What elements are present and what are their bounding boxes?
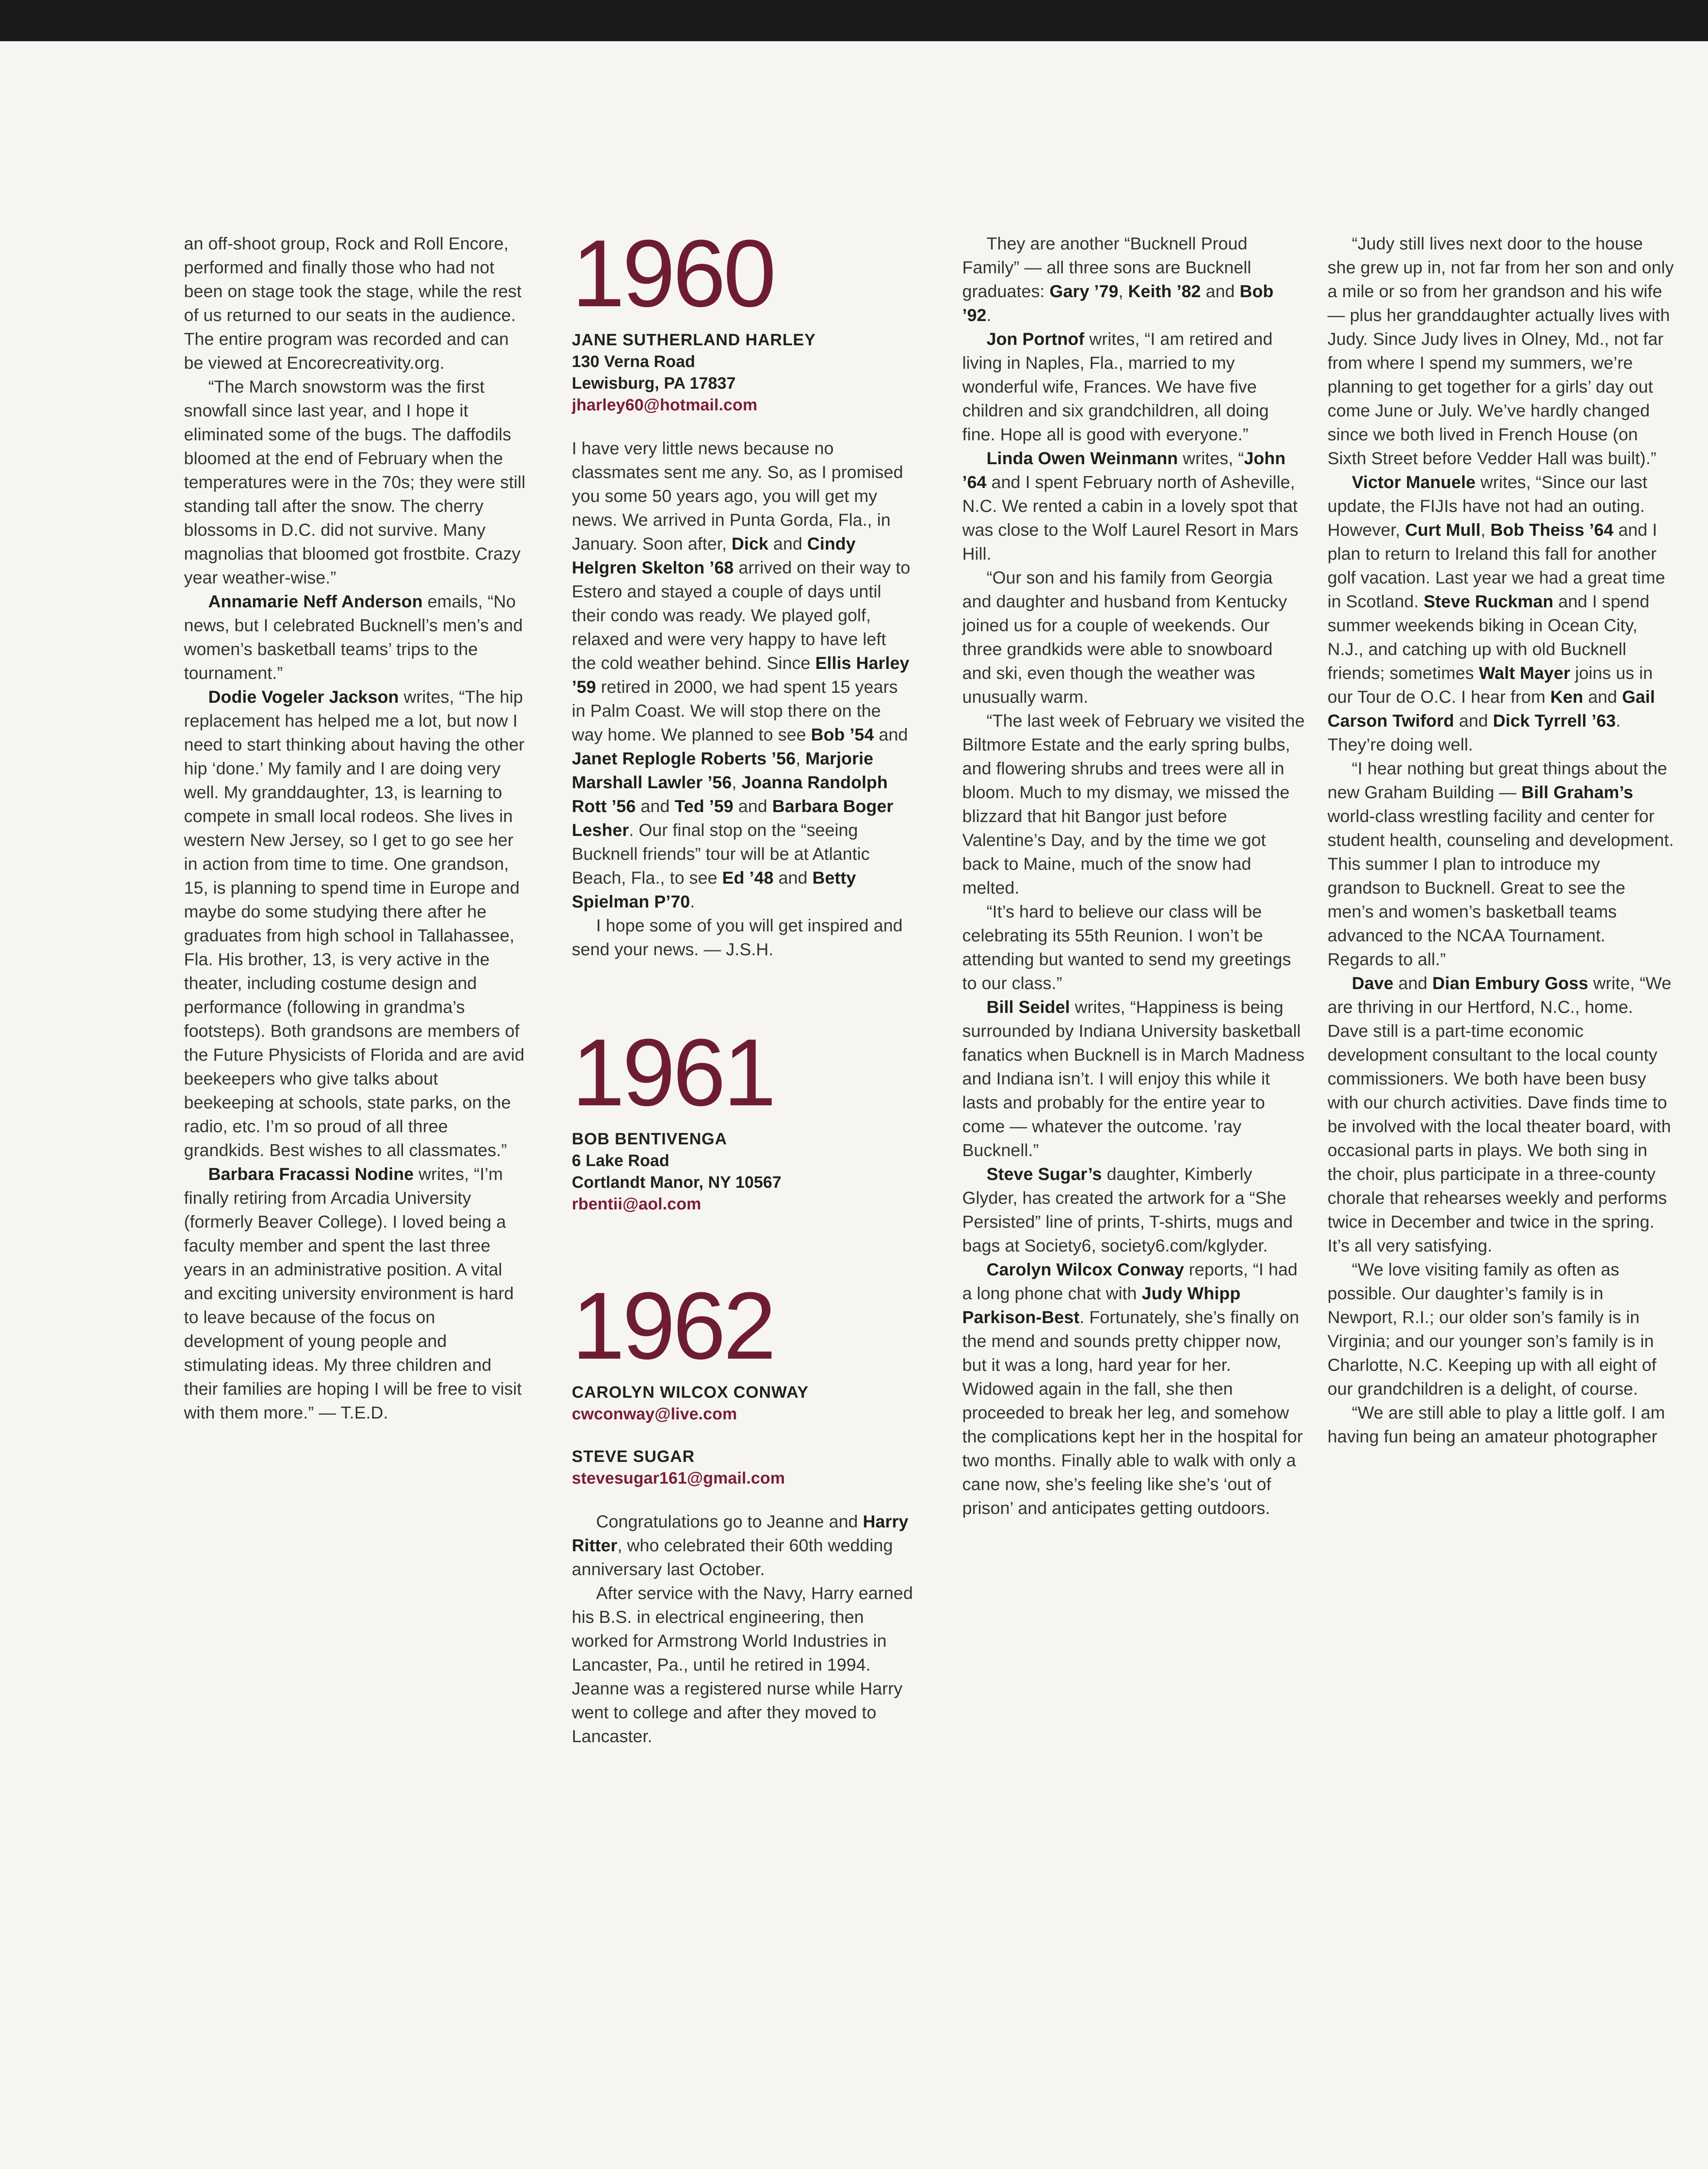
paragraph: “It’s hard to believe our class will be celebrating its 55th Reunion. I won’t be attending but wanted to send my greetings to our class.” [962,902,1291,993]
classmate-name: Dave [1352,974,1394,993]
column-1 [184,232,527,1425]
paragraph-text: . Our final stop on the “seeing Bucknell friends” tour will be at Atlantic Beach, Fla., to see [572,821,870,888]
classmate-name: Judy Whipp Parkison-Best [962,1284,1241,1327]
classmate-name: Dodie Vogeler Jackson [208,688,399,707]
paragraph-text: and [1393,974,1433,993]
classmate-name: Joanna Randolph Rott ’56 [572,773,888,816]
paragraph [962,232,1305,328]
paragraph [184,590,527,685]
correspondent-address: 6 Lake Road [572,1152,669,1170]
paragraph-text: and [874,725,908,744]
classmate-name: Betty Spielman P’70 [572,868,856,911]
classmate-name: Barbara Fracassi Nodine [208,1165,414,1184]
paragraph-text: and [636,797,675,816]
paragraph-text: reports, “I had a long phone chat with [962,1260,1298,1303]
classmate-name: Ed ’48 [722,868,774,888]
classmate-name: Janet Replogle Roberts ’56 [572,749,796,768]
classmate-name: Bill Seidel [987,998,1070,1017]
paragraph-text: and I plan to return to Ireland this fall for another golf vacation. Last year we had a great time in Scotland. [1328,521,1665,611]
classmate-name: John ’64 [962,449,1286,492]
correspondent-address: Lewisburg, PA 17837 [572,374,736,393]
paragraph-text: and I spent February north of Asheville, N.C. We rented a cabin in a lovely spot that was close to the Wolf Laurel Resort in Mars Hill. [962,473,1298,564]
class-correspondent-contact [572,1446,915,1489]
column-4 [1328,232,1675,1449]
paragraph: “Judy still lives next door to the house she grew up in, not far from her son and only a mile or so from her grandson and his wife — plus her granddaughter actually lives with Judy. Since Judy lives in Olney, Md., not far from where I spend my summers, we’re planning to get together for a girls’ day out come June or July. We’ve hardly changed since we both lived in French House (on Sixth Street before Vedder Hall was built).” [1328,234,1674,468]
class-correspondent-contact [572,329,915,416]
paragraph: “The March snowstorm was the first snowfall since last year, and I hope it eliminated some of the bugs. The daffodils bloomed at the end of February when the temperatures were in the 70s; they were still standing tall after the snow. The cherry blossoms in D.C. did not survive. Many magnolias that bloomed got frostbite. Crazy year weather-wise.” [184,377,526,587]
classmate-name: Cindy Helgren Skelton ’68 [572,534,856,577]
paragraph-text: and I spend summer weekends biking in Ocean City, N.J., and catching up with old Bucknell friends; sometimes [1328,592,1650,683]
classmate-name: Ted ’59 [674,797,734,816]
paragraph-text: writes, “I’m finally retiring from Arcadia University (formerly Beaver College). I loved being a faculty member and spent the last three years in an administrative position. A vital and exciting university environment is hard to leave because of the focus on development of young people and stimulating ideas. My three children and their families are hoping I will be free to visit with them more.” — T.E.D. [184,1165,522,1422]
class-year-heading: 1961 [572,1019,774,1126]
paragraph-text: writes, “Happiness is being surrounded by Indiana University basketball fanatics when Bucknell is in March Madness and Indiana isn’t. I will enjoy this while it lasts and probably for the entire year to come — whatever the outcome. ’ray Bucknell.” [962,998,1305,1160]
column-2 [572,220,915,1749]
paragraph [962,447,1305,566]
paragraph: After service with the Navy, Harry earned his B.S. in electrical engineering, then worked for Armstrong World Industries in Lancaster, Pa., until he retired in 1994. Jeanne was a registered nurse while Harry went to college and after they moved to Lancaster. [572,1584,913,1746]
classmate-name: Ellis Harley ’59 [572,654,910,697]
paragraph [962,328,1305,447]
classmate-name: Keith ’82 [1128,282,1201,301]
classmate-name: Marjorie Marshall Lawler ’56 [572,749,873,792]
class-year-heading: 1962 [572,1272,774,1379]
correspondent-name: CAROLYN WILCOX CONWAY [572,1383,809,1402]
paragraph-text: world-class wrestling facility and center for student health, counseling and development. This summer I plan to introduce my grandson to Bucknell. Great to see the men’s and women’s basketball teams advanced to the NCAA Tournament. Regards to all.” [1328,807,1674,969]
correspondent-email[interactable]: cwconway@live.com [572,1405,737,1423]
correspondent-address: 130 Verna Road [572,353,695,371]
paragraph-text: and [1583,688,1622,707]
paragraph-text: and [733,797,772,816]
classmate-name: Annamarie Neff Anderson [208,592,423,611]
paragraph [184,685,527,1163]
correspondent-address: Cortlandt Manor, NY 10567 [572,1173,782,1192]
classmate-name: Barbara Boger Lesher [572,797,894,840]
classmate-name: Dick Tyrrell ’63 [1493,711,1616,731]
paragraph-text: writes, “Since our last update, the FIJIs have not had an outing. However, [1328,473,1648,540]
paragraph-text: , [1118,282,1128,301]
correspondent-name: STEVE SUGAR [572,1448,695,1466]
paragraph [184,1163,527,1425]
classmate-name: Jon Portnof [987,330,1085,349]
classmate-name: Linda Owen Weinmann [987,449,1178,468]
paragraph: an off-shoot group, Rock and Roll Encore, performed and finally those who had not been on stage took the stage, while the rest of us returned to our seats in the audience. The entire program was recorded and can be viewed at Encorecreativity.org. [184,234,522,373]
paragraph-text: . Fortunately, she’s finally on the mend and sounds pretty chipper now, but it was a long, hard year for her. Widowed again in the fall, she then proceeded to break her leg, and somehow the complications kept her in the hospital for two months. Finally able to walk with only a cane now, she’s feeling like she’s ‘out of prison’ and anticipates getting outdoors. [962,1308,1303,1518]
magazine-page [0,41,1708,2169]
correspondent-name: JANE SUTHERLAND HARLEY [572,331,816,349]
paragraph [962,996,1305,1163]
paragraph-text: writes, “I am retired and living in Naples, Fla., married to my wonderful wife, Frances. We have five children and six grandchildren, all doing fine. Hope all is good with everyone.” [962,330,1273,444]
paragraph-text: writes, “ [1178,449,1244,468]
classmate-name: Bob ’54 [811,725,874,744]
classmate-name: Carolyn Wilcox Conway [987,1260,1184,1279]
paragraph-text: “I hear nothing but great things about the new Graham Building — [1328,759,1667,802]
paragraph-text: , [796,749,806,768]
paragraph: “Our son and his family from Georgia and daughter and husband from Kentucky joined us for a couple of weekends. Our three grandkids were able to snowboard and ski, even though the weather was unusually warm. [962,568,1287,707]
column-3 [962,232,1305,1520]
paragraph [1328,972,1675,1258]
classmate-name: Dick [731,534,769,554]
classmate-name: Bob Theiss ’64 [1490,521,1614,540]
classmate-name: Steve Sugar’s [987,1165,1102,1184]
correspondent-email[interactable]: stevesugar161@gmail.com [572,1469,785,1488]
paragraph-text: . [690,892,695,911]
class-correspondent-contact [572,1128,915,1215]
paragraph-text: daughter, Kimberly Glyder, has created the artwork for a “She Persisted” line of prints, T-shirts, mugs and bags at Society6, society6.com/kglyder. [962,1165,1293,1255]
paragraph-text: , [1480,521,1491,540]
classmate-name: Curt Mull [1405,521,1481,540]
correspondent-email[interactable]: rbentii@aol.com [572,1195,702,1213]
classmate-name: Gary ’79 [1049,282,1118,301]
paragraph-text: , [731,773,742,792]
paragraph-text: , who celebrated their 60th wedding anniversary last October. [572,1536,893,1579]
classmate-name: Walt Mayer [1479,664,1570,683]
paragraph-text: and [1454,711,1493,731]
paragraph [572,1510,915,1582]
paragraph-text: writes, “The hip replacement has helped me a lot, but now I need to start thinking about having the other hip ‘done.’ My family and I are doing very well. My granddaughter, 13, is learning to compete in small local rodeos. She lives in western New Jersey, so I get to go see her in action from time to time. One grandson, 15, is planning to spend time in Europe and maybe do some studying there after he graduates from high school in Tallahassee, Fla. His brother, 13, is very active in the theater, including costume design and performance (following in grandma’s footsteps). Both grandsons are members of the Future Physicists of Florida and are avid beekeepers who give talks about beekeeping at schools, state parks, on the radio, etc. I’m so proud of all three grandkids. Best wishes to all classmates.” [184,688,525,1160]
paragraph-text: I have very little news because no classmates sent me any. So, as I promised you some 50 years ago, you will get my news. We arrived in Punta Gorda, Fla., in January. Soon after, [572,439,903,554]
paragraph: I hope some of you will get inspired and send your news. — J.S.H. [572,916,903,959]
paragraph: “We love visiting family as often as possible. Our daughter’s family is in Newport, R.I.; our older son’s family is in Virginia; and our younger son’s family is in Charlotte, N.C. Keeping up with all eight of our grandchildren is a delight, of course. [1328,1260,1657,1399]
paragraph [572,437,915,914]
correspondent-name: BOB BENTIVENGA [572,1130,728,1148]
paragraph-text: . They’re doing well. [1328,711,1621,754]
paragraph: “We are still able to play a little golf. I am having fun being an amateur photographer [1328,1403,1665,1446]
paragraph-text: They are another “Bucknell Proud Family” — all three sons are Bucknell graduates: [962,234,1252,301]
paragraph-text: write, “We are thriving in our Hertford, N.C., home. Dave still is a part-time economic development consultant to the local county commissioners. We both have been busy with our church activities. Dave finds time to be involved with the local theater board, with occasional parts in plays. We both sing in the choir, plus participate in a three-county chorale that rehearses weekly and performs twice in December and twice in the spring. It’s all very satisfying. [1328,974,1672,1255]
paragraph [1328,757,1675,972]
paragraph-text: and [774,868,813,888]
classmate-name: Victor Manuele [1352,473,1476,492]
correspondent-email[interactable]: jharley60@hotmail.com [572,396,757,414]
paragraph-text: emails, “No news, but I celebrated Bucknell’s men’s and women’s basketball teams’ trips to the tournament.” [184,592,523,683]
paragraph-text: joins us in our Tour de O.C. I hear from [1328,664,1653,707]
classmate-name: Harry Ritter [572,1512,908,1555]
paragraph-text: . [986,306,992,325]
paragraph-text: and [768,534,807,554]
classmate-name: Ken [1550,688,1583,707]
paragraph [1328,471,1675,757]
classmate-name: Bill Graham’s [1521,783,1633,802]
classmate-name: Bob ’92 [962,282,1274,325]
class-year-heading: 1960 [572,220,774,327]
paragraph [962,1163,1305,1258]
paragraph: “The last week of February we visited the Biltmore Estate and the early spring bulbs, and flowering shrubs and trees were all in bloom. Much to my dismay, we missed the blizzard that hit Bangor just before Valentine’s Day, and by the time we got back to Maine, much of the snow had melted. [962,711,1305,898]
paragraph-text: Congratulations go to Jeanne and [596,1512,863,1531]
paragraph-text: and [1201,282,1240,301]
paragraph-text: retired in 2000, we had spent 15 years in Palm Coast. We will stop there on the way home. We planned to see [572,678,898,744]
paragraph-text: arrived on their way to Estero and stayed a couple of days until their condo was ready. We played golf, relaxed and were very happy to have left the cold weather behind. Since [572,558,911,673]
paragraph [962,1258,1305,1520]
classmate-name: Steve Ruckman [1423,592,1554,611]
class-correspondent-contact [572,1382,915,1425]
classmate-name: Gail Carson Twiford [1328,688,1655,731]
classmate-name: Dian Embury Goss [1432,974,1588,993]
